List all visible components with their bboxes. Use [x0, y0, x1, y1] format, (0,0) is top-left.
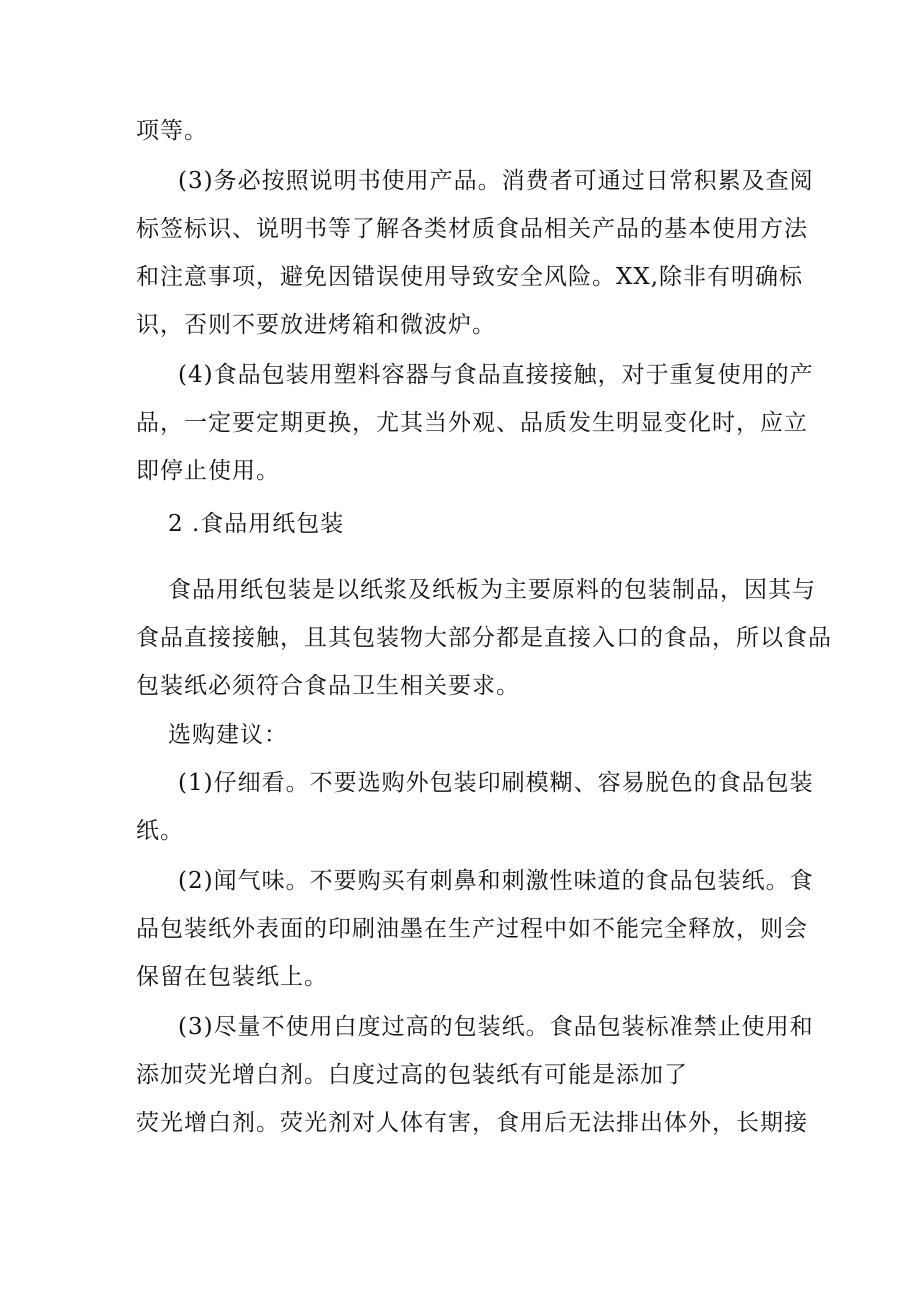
paragraph-line: 品，一定要定期更换，尤其当外观、品质发生明显变化时，应立 [136, 410, 808, 436]
paragraph-line: 品包装纸外表面的印刷油墨在生产过程中如不能完全释放，则会 [136, 916, 808, 942]
paragraph-line: 包装纸必须符合食品卫生相关要求。 [136, 673, 520, 699]
list-item-line: (3)务必按照说明书使用产品。消费者可通过日常积累及查阅 [178, 168, 814, 194]
list-item-line: (1)仔细看。不要选购外包装印刷模糊、容易脱色的食品包装 [178, 770, 814, 796]
paragraph-line: 添加荧光增白剂。白度过高的包装纸有可能是添加了 [136, 1062, 688, 1088]
paragraph-line: 荧光增白剂。荧光剂对人体有害，食用后无法排出体外，长期接 [136, 1110, 808, 1136]
paragraph-line: 和注意事项，避免因错误使用导致安全风险。XX,除非有明确标 [136, 264, 804, 290]
paragraph-line: 项等。 [136, 118, 208, 144]
paragraph-line: 即停止使用。 [136, 458, 280, 484]
paragraph-line: 标签标识、说明书等了解各类材质食品相关产品的基本使用方法 [136, 216, 808, 242]
paragraph-line: 食品用纸包装是以纸浆及纸板为主要原料的包装制品，因其与 [168, 577, 816, 603]
paragraph-line: 识，否则不要放进烤箱和微波炉。 [136, 312, 496, 338]
paragraph-line: 食品直接接触，且其包装物大部分都是直接入口的食品，所以食品 [136, 625, 832, 651]
subheading: 选购建议： [168, 722, 288, 748]
paragraph-line: 纸。 [136, 818, 184, 844]
list-item-line: (4)食品包装用塑料容器与食品直接接触，对于重复使用的产 [178, 362, 814, 388]
paragraph-line: 保留在包装纸上。 [136, 964, 328, 990]
list-item-line: (3)尽量不使用白度过高的包装纸。食品包装标准禁止使用和 [178, 1014, 814, 1040]
section-heading: 2 .食品用纸包装 [168, 511, 345, 537]
list-item-line: (2)闻气味。不要购买有刺鼻和刺激性味道的食品包装纸。食 [178, 868, 814, 894]
